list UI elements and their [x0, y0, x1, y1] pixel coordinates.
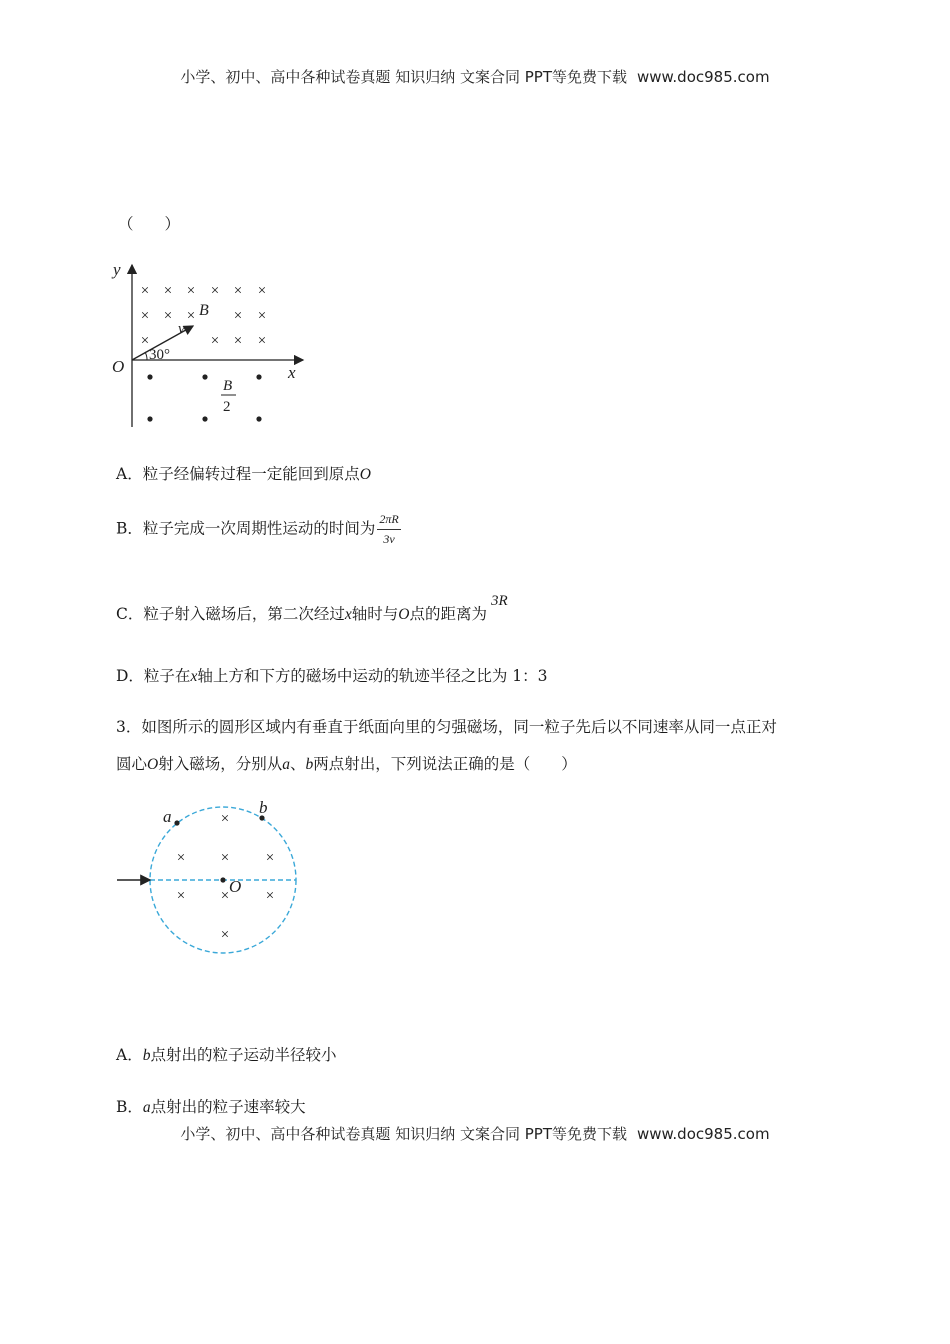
- q3-var-b: b: [305, 756, 314, 773]
- dot-mark: [147, 374, 152, 379]
- exit-label-a: a: [163, 807, 172, 826]
- option-2c-text-3: 点的距离为: [409, 605, 487, 623]
- option-3b-text: 点射出的粒子速率较大: [150, 1098, 306, 1116]
- option-2c[interactable]: [116, 593, 508, 624]
- option-3a[interactable]: [116, 1043, 336, 1065]
- center-label: O: [229, 877, 242, 896]
- cross-mark: ×: [220, 888, 230, 904]
- cross-mark: ×: [233, 333, 243, 349]
- option-3b-label: B．: [116, 1098, 143, 1116]
- cross-mark: ×: [210, 283, 220, 299]
- field-lower-numerator: B: [223, 378, 233, 394]
- option-2b-fraction: [377, 512, 400, 547]
- field-upper-label: B: [199, 302, 209, 319]
- cross-mark: ×: [186, 308, 196, 324]
- cross-mark: ×: [210, 333, 220, 349]
- cross-mark: ×: [257, 283, 267, 299]
- cross-mark: ×: [233, 308, 243, 324]
- cross-mark: ×: [220, 927, 230, 943]
- cross-mark: ×: [257, 333, 267, 349]
- footer-text: 小学、初中、高中各种试卷真题 知识归纳 文案合同 PPT等免费下载: [180, 1125, 627, 1143]
- option-2c-value: 3R: [491, 593, 508, 609]
- option-2d-var-x: x: [190, 668, 198, 685]
- option-2b-text: B．粒子完成一次周期性运动的时间为: [116, 519, 376, 538]
- option-3b[interactable]: [116, 1095, 306, 1117]
- field-out-of-page-dots: [147, 374, 261, 421]
- q3-var-o: O: [147, 756, 159, 773]
- option-2a-text: A．粒子经偏转过程一定能回到原点: [116, 465, 360, 483]
- cross-mark: ×: [257, 308, 267, 324]
- dot-mark: [256, 374, 261, 379]
- circular-field-figure: [110, 792, 310, 962]
- cross-mark: ×: [265, 888, 275, 904]
- cross-mark: ×: [265, 850, 275, 866]
- x-axis-label: x: [288, 363, 296, 382]
- option-2d-text-1: D．粒子在: [116, 667, 191, 685]
- cross-mark: ×: [140, 308, 150, 324]
- cross-mark: ×: [176, 888, 186, 904]
- option-2a[interactable]: [116, 462, 371, 484]
- dot-mark: [147, 416, 152, 421]
- option-2a-var: O: [359, 466, 371, 483]
- option-2b[interactable]: [116, 512, 401, 547]
- option-2c-var-x: x: [344, 606, 352, 623]
- velocity-label: v: [178, 321, 185, 337]
- q3-text-1: 圆心: [116, 755, 148, 773]
- option-2c-var-o: O: [398, 606, 410, 623]
- answer-bracket: （ ）: [118, 215, 181, 233]
- fraction-denominator: 3v: [383, 532, 395, 546]
- cross-mark: ×: [163, 308, 173, 324]
- q3-text-2: 射入磁场，分别从: [158, 755, 283, 773]
- cross-mark: ×: [176, 850, 186, 866]
- dot-mark: [202, 374, 207, 379]
- fraction-numerator: 2πR: [377, 512, 400, 530]
- magnetic-field-figure: [105, 255, 315, 435]
- header-text: 小学、初中、高中各种试卷真题 知识归纳 文案合同 PPT等免费下载: [180, 68, 627, 86]
- option-3a-label: A．: [116, 1046, 143, 1064]
- cross-mark: ×: [220, 811, 230, 827]
- exit-point-a: [174, 820, 179, 825]
- q3-text-4: 两点射出，下列说法正确的是（ ）: [313, 755, 577, 773]
- option-2d[interactable]: [116, 664, 547, 686]
- option-2c-text-2: 轴时与: [351, 605, 399, 623]
- q3-var-a: a: [282, 756, 290, 773]
- option-3b-var: a: [142, 1099, 151, 1116]
- cross-mark: ×: [140, 283, 150, 299]
- cross-mark: ×: [220, 850, 230, 866]
- y-axis-label: y: [113, 260, 121, 279]
- center-point: [220, 877, 225, 882]
- question-3-line-2: [116, 752, 577, 774]
- question-3-line-1: 3．如图所示的圆形区域内有垂直于纸面向里的匀强磁场，同一粒子先后以不同速率从同一点正对: [116, 718, 777, 736]
- exit-label-b: b: [259, 798, 268, 817]
- cross-mark: ×: [163, 283, 173, 299]
- option-3a-var: b: [142, 1047, 151, 1064]
- cross-mark: ×: [186, 283, 196, 299]
- q3-text-3: 、: [289, 755, 306, 773]
- page-footer: [0, 1123, 950, 1144]
- footer-site-link[interactable]: www.doc985.com: [636, 1125, 770, 1143]
- field-lower-denominator: 2: [223, 399, 231, 415]
- cross-mark: ×: [140, 333, 150, 349]
- header-site-link[interactable]: www.doc985.com: [636, 68, 770, 86]
- origin-label: O: [112, 357, 125, 376]
- option-2c-text-1: C．粒子射入磁场后，第二次经过: [116, 605, 345, 623]
- option-2d-text-2: 轴上方和下方的磁场中运动的轨迹半径之比为 1：3: [197, 667, 548, 685]
- option-3a-text: 点射出的粒子运动半径较小: [150, 1046, 337, 1064]
- cross-mark: ×: [233, 283, 243, 299]
- angle-arc: [145, 352, 147, 360]
- dot-mark: [256, 416, 261, 421]
- dot-mark: [202, 416, 207, 421]
- page-header: [0, 66, 950, 87]
- angle-label: 30°: [149, 347, 170, 363]
